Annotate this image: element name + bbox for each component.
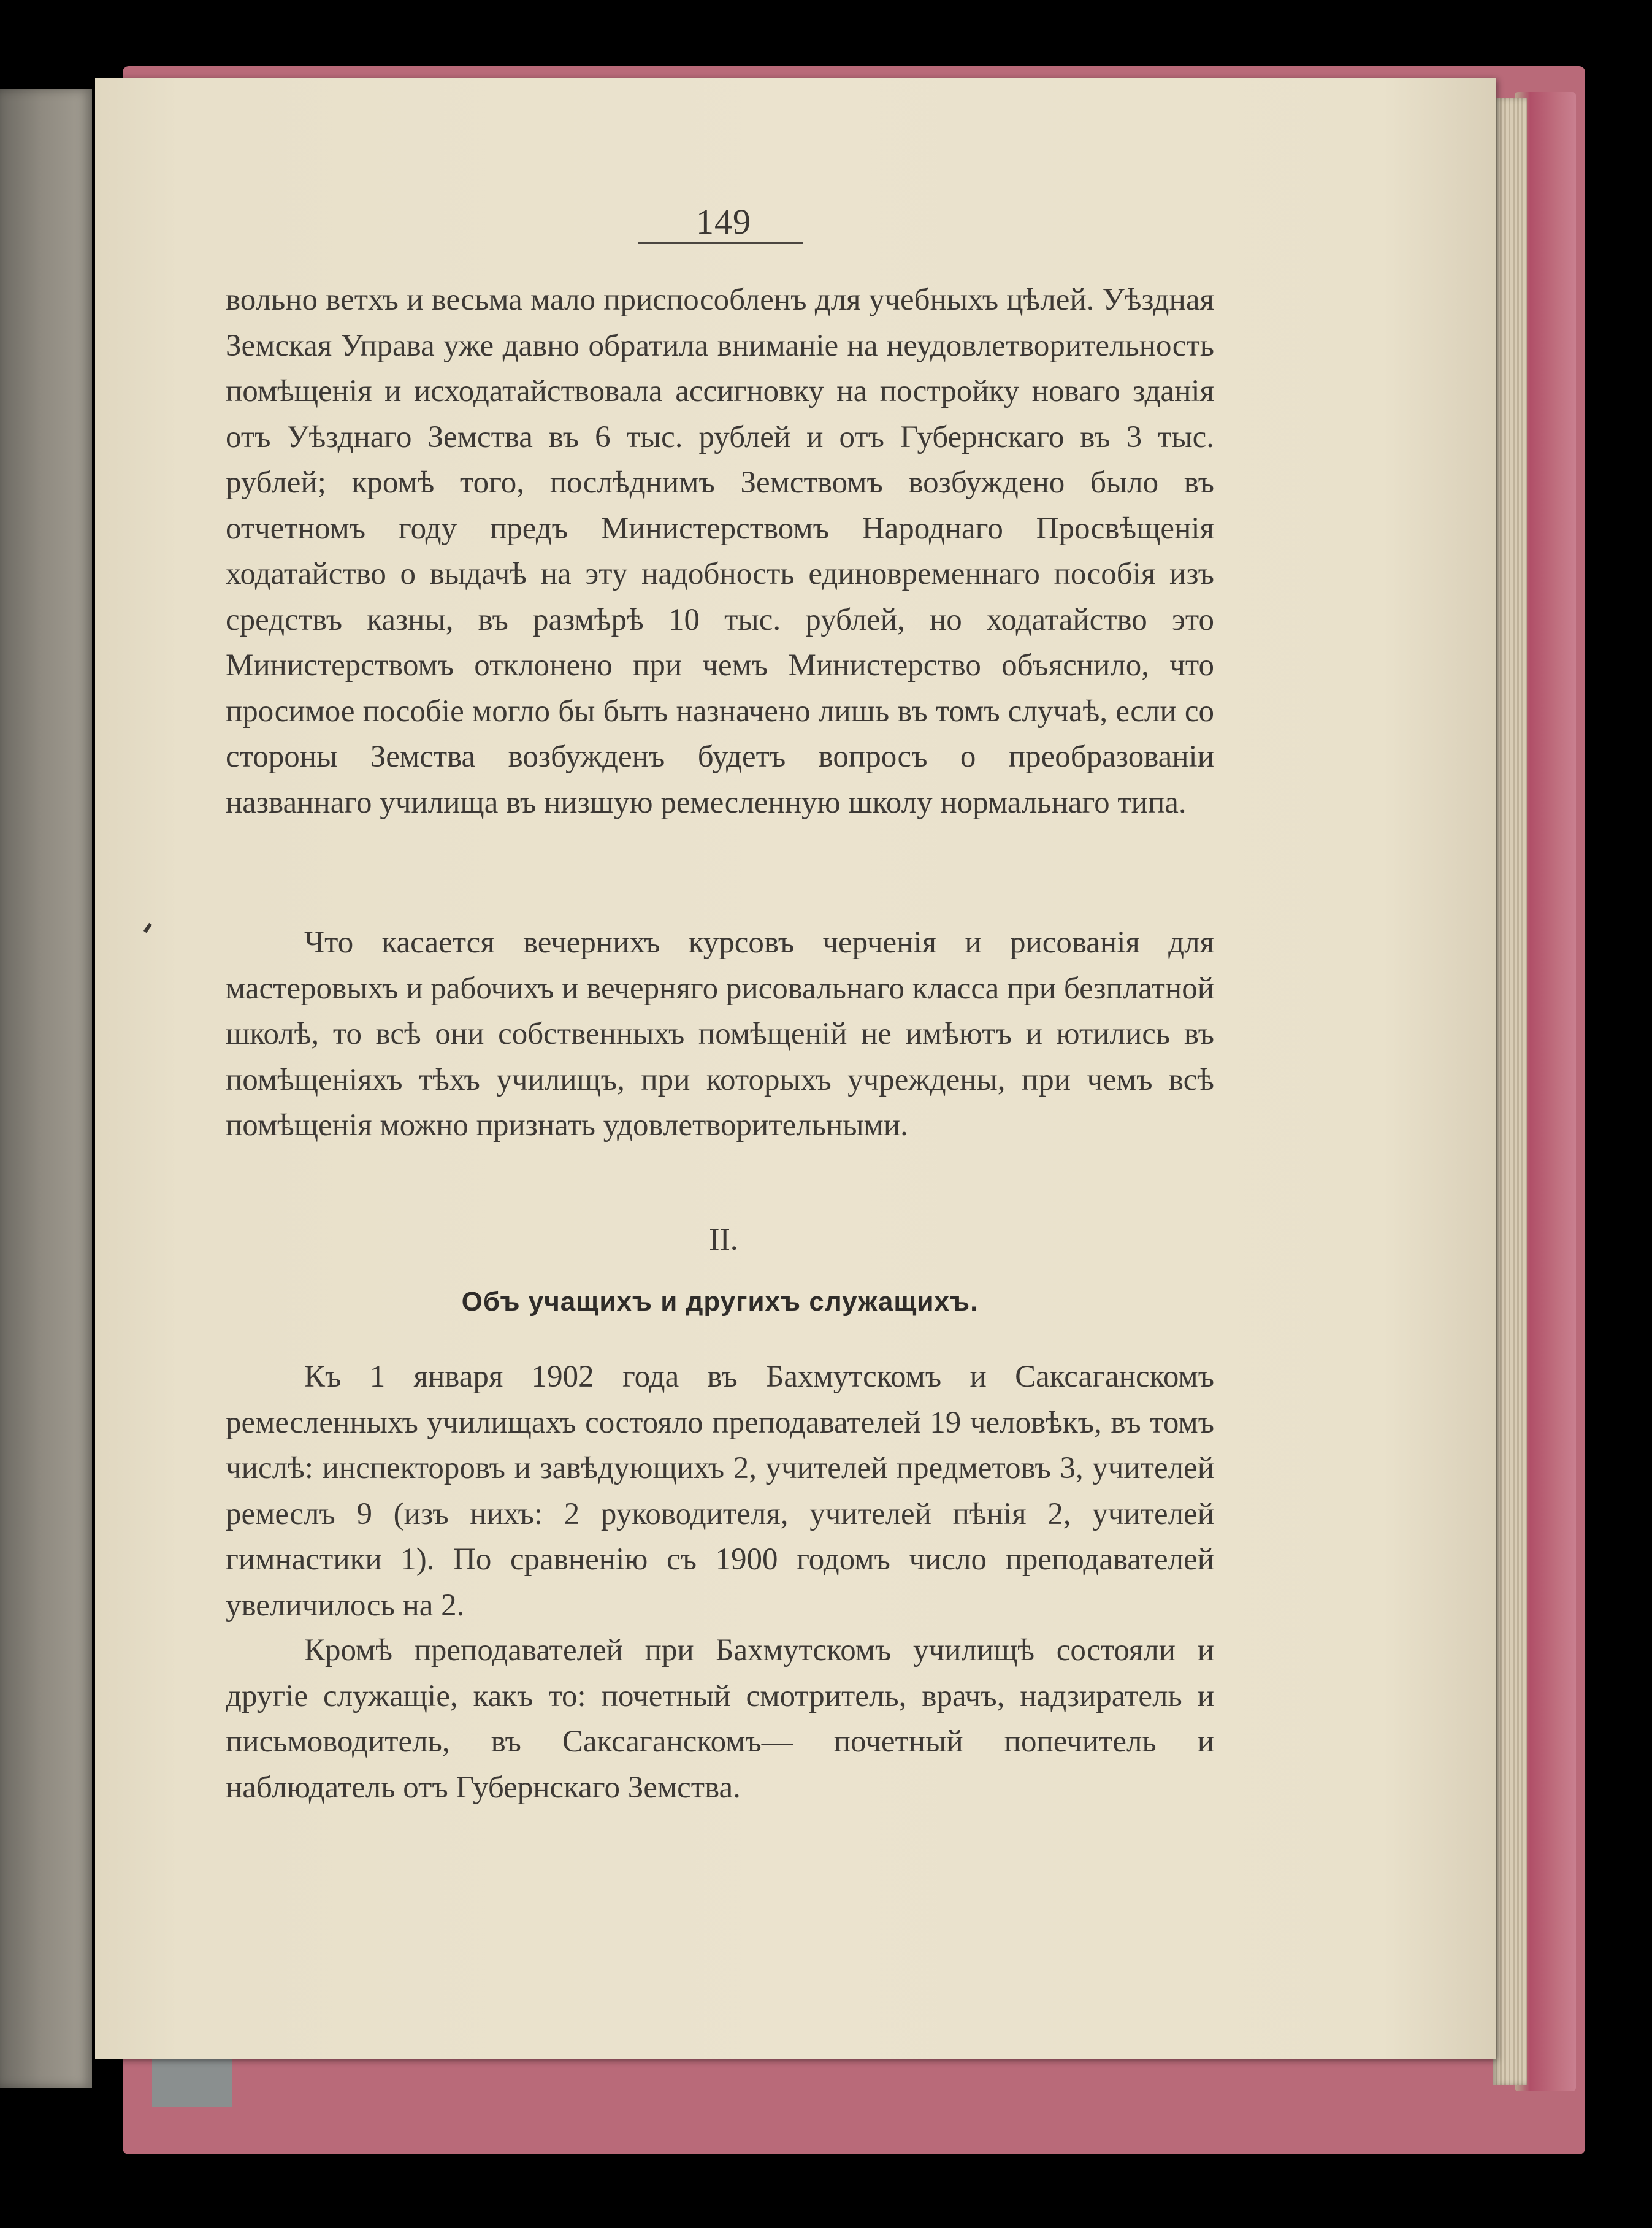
binding-cloth [152, 2058, 232, 2107]
section-heading: Объ учащихъ и другихъ служащихъ. [461, 1287, 979, 1317]
section-paragraph-1: Къ 1 января 1902 года въ Бахмутскомъ и Саксаганскомъ ремесленныхъ училищахъ состояло преподавателей 19 человѣкъ, въ томъ числѣ: инспекторовъ и завѣдующихъ 2, учителей предметовъ 3, учителей ремеслъ 9 (изъ нихъ: 2 руководителя, учителей пѣнія 2, учителей гимнастики 1). По сравненію съ 1900 годомъ число преподавателей увеличилось на 2. [226, 1360, 1214, 1623]
section-numeral: II. [709, 1222, 738, 1257]
page-number: 149 [696, 202, 751, 242]
left-page-edge [0, 89, 92, 2088]
page-number-rule [638, 242, 803, 244]
paragraph-2: Что касается вечернихъ курсовъ черченія и рисованія для мастеровыхъ и рабочихъ и вечерняго рисовальнаго класса при безплатной школѣ, то всѣ они собственныхъ помѣщеній не имѣютъ и ютились въ помѣщеніяхъ тѣхъ училищъ, при которыхъ учреждены, при чемъ всѣ помѣщенія можно признать удовлетворительными. [226, 925, 1214, 1143]
paragraph-1: вольно ветхъ и весьма мало приспособленъ для учебныхъ цѣлей. Уѣздная Земская Управа уже давно обратила вниманіе на неудовлетворительность помѣщенія и исходатайствовала ассигновку на постройку новаго зданія отъ Уѣзднаго Земства въ 6 тыс. рублей и отъ Губернскаго въ 3 тыс. рублей; кромѣ того, послѣднимъ Земствомъ возбуждено было въ отчетномъ году предъ Министерствомъ Народнаго Просвѣщенія ходатайство о выдачѣ на эту надобность единовременнаго пособія изъ средствъ казны, въ размѣрѣ 10 тыс. рублей, но ходатайство это Министерствомъ отклонено при чемъ Министерство объяснило, что просимое пособіе могло бы быть назначено лишь въ томъ случаѣ, если со стороны Земства возбужденъ будетъ вопросъ о преобразованіи названнаго училища въ низшую ремесленную школу нормальнаго типа. [226, 283, 1214, 820]
section-paragraph-2: Кромѣ преподавателей при Бахмутскомъ училищѣ состояли и другіе служащіе, какъ то: почетный смотритель, врачъ, надзиратель и письмоводитель, въ Саксаганскомъ— почетный попечитель и наблюдатель отъ Губернскаго Земства. [226, 1633, 1214, 1805]
page-edges [1493, 98, 1527, 2085]
